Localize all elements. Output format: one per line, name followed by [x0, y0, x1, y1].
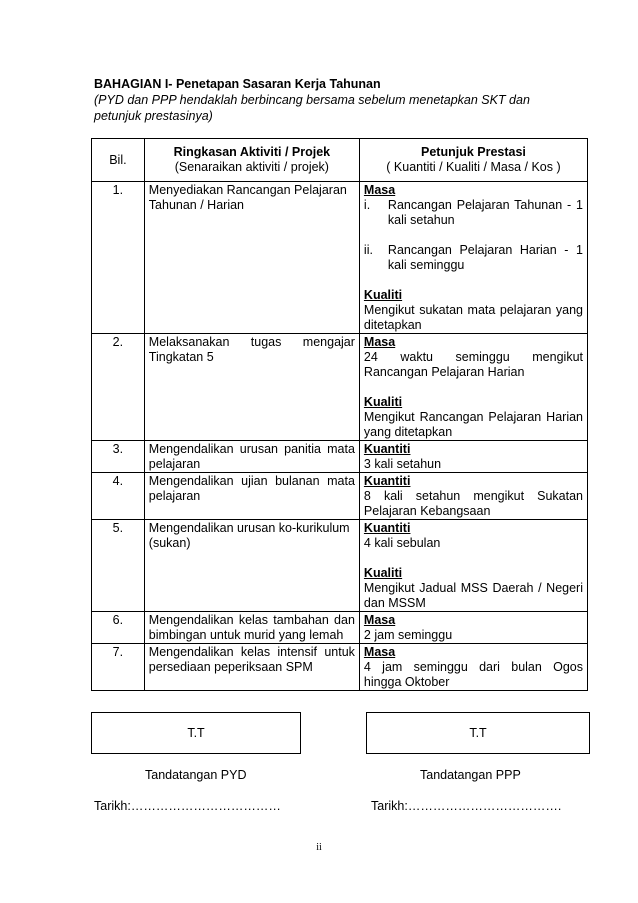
kuantiti-text: 4 kali sebulan	[363, 536, 441, 550]
row-activity	[144, 520, 359, 612]
row-bil: 7.	[92, 644, 145, 691]
row-bil: 6.	[92, 612, 145, 644]
row-indicator	[359, 612, 587, 644]
row-indicator	[359, 520, 587, 612]
skt-table	[91, 138, 588, 691]
kualiti-text: Mengikut sukatan mata pelajaran yang ditetapkan	[363, 303, 583, 332]
header-bil: Bil.	[92, 139, 145, 182]
table-header-row	[92, 139, 588, 182]
row-activity	[144, 441, 359, 473]
masa-label: Masa	[363, 335, 396, 349]
masa-text: 24 waktu seminggu mengikut Rancangan Pelajaran Harian	[363, 350, 583, 379]
indicator-item	[364, 198, 583, 228]
table-row	[92, 644, 588, 691]
row-activity	[144, 334, 359, 441]
activity-text: Menyediakan Rancangan Pelajaran Tahunan / Harian	[148, 183, 347, 212]
activity-text: Mengendalikan kelas intensif untuk persediaan peperiksaan SPM	[148, 645, 355, 674]
row-bil: 1.	[92, 182, 145, 334]
ppp-signature-tt: T.T	[469, 726, 487, 740]
kualiti-label: Kualiti	[363, 566, 403, 580]
kuantiti-label: Kuantiti	[363, 442, 411, 456]
row-activity	[144, 473, 359, 520]
header-activity-sub: (Senaraikan aktiviti / projek)	[174, 160, 329, 174]
item-number: ii.	[363, 243, 373, 257]
row-bil: 3.	[92, 441, 145, 473]
masa-text: 4 jam seminggu dari bulan Ogos hingga Oktober	[363, 660, 583, 689]
masa-label: Masa	[363, 613, 396, 627]
activity-text: Mengendalikan kelas tambahan dan bimbingan untuk murid yang lemah	[148, 613, 355, 642]
row-bil: 2.	[92, 334, 145, 441]
table-row	[92, 612, 588, 644]
table-row	[92, 441, 588, 473]
kualiti-label: Kualiti	[363, 395, 403, 409]
item-number: i.	[363, 198, 371, 212]
kuantiti-label: Kuantiti	[363, 474, 411, 488]
ppp-signature-label: Tandatangan PPP	[420, 768, 521, 782]
table-row	[92, 473, 588, 520]
row-activity	[144, 612, 359, 644]
section-heading	[94, 76, 594, 124]
pyd-signature-label: Tandatangan PYD	[145, 768, 247, 782]
row-bil: 4.	[92, 473, 145, 520]
item-text: Rancangan Pelajaran Tahunan - 1 kali setahun	[387, 198, 583, 227]
kualiti-text: Mengikut Rancangan Pelajaran Harian yang ditetapkan	[363, 410, 583, 439]
row-indicator	[359, 182, 587, 334]
header-indicator-title: Petunjuk Prestasi	[421, 145, 526, 159]
pyd-signature-tt: T.T	[187, 726, 205, 740]
row-indicator	[359, 644, 587, 691]
kualiti-text: Mengikut Jadual MSS Daerah / Negeri dan MSSM	[363, 581, 583, 610]
kuantiti-text: 3 kali setahun	[363, 457, 442, 471]
table-row	[92, 334, 588, 441]
masa-text: 2 jam seminggu	[363, 628, 453, 642]
item-text: Rancangan Pelajaran Harian - 1 kali seminggu	[387, 243, 583, 272]
row-activity	[144, 644, 359, 691]
indicator-item	[364, 243, 583, 273]
ppp-date-line: Tarikh:……………………………….	[371, 799, 562, 813]
row-activity	[144, 182, 359, 334]
header-indicator-sub: ( Kuantiti / Kualiti / Masa / Kos )	[386, 160, 561, 174]
section-subtitle-line2: petunjuk prestasinya)	[94, 109, 213, 123]
section-title: BAHAGIAN I- Penetapan Sasaran Kerja Tahunan	[94, 77, 381, 91]
header-activity-title: Ringkasan Aktiviti / Projek	[173, 145, 331, 159]
kualiti-label: Kualiti	[363, 288, 403, 302]
row-indicator	[359, 441, 587, 473]
activity-text: Mengendalikan urusan ko-kurikulum (sukan)	[148, 521, 350, 550]
row-bil: 5.	[92, 520, 145, 612]
table-row	[92, 182, 588, 334]
masa-label: Masa	[363, 183, 396, 197]
activity-text: Mengendalikan ujian bulanan mata pelajaran	[148, 474, 355, 503]
ppp-signature-box	[366, 712, 590, 754]
row-indicator	[359, 334, 587, 441]
kuantiti-label: Kuantiti	[363, 521, 411, 535]
row-indicator	[359, 473, 587, 520]
pyd-date-line: Tarikh:………………………………	[94, 799, 281, 813]
page-number: ii	[316, 842, 322, 853]
activity-text: Melaksanakan tugas mengajar Tingkatan 5	[148, 335, 355, 364]
header-activity	[144, 139, 359, 182]
table-row	[92, 520, 588, 612]
activity-text: Mengendalikan urusan panitia mata pelajaran	[148, 442, 355, 471]
kuantiti-text: 8 kali setahun mengikut Sukatan Pelajaran Kebangsaan	[363, 489, 583, 518]
masa-label: Masa	[363, 645, 396, 659]
section-subtitle-line1: (PYD dan PPP hendaklah berbincang bersama sebelum menetapkan SKT dan	[94, 93, 530, 107]
header-indicator	[359, 139, 587, 182]
pyd-signature-box	[91, 712, 301, 754]
